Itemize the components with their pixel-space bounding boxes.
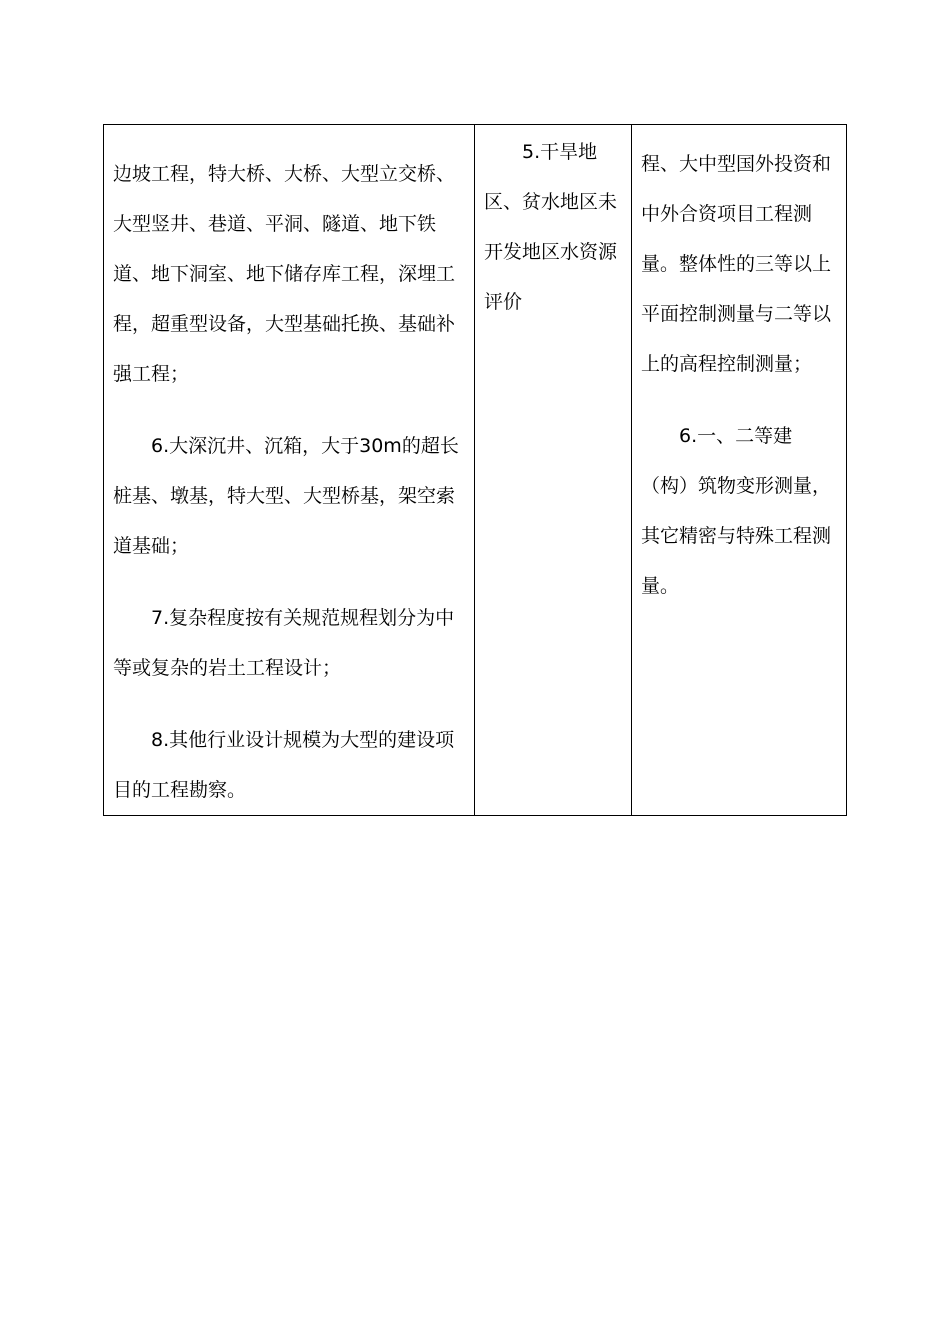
- paragraph: 程、大中型国外投资和中外合资项目工程测量。整体性的三等以上平面控制测量与二等以上的高程控制测量；: [641, 153, 832, 375]
- paragraph: 8.其他行业设计规模为大型的建设项目的工程勘察。: [113, 729, 455, 801]
- hydrogeology-cell: [475, 125, 632, 816]
- table-row: [104, 125, 847, 816]
- engineering-survey-cell: [104, 125, 475, 816]
- paragraph: 6.一、二等建（构）筑物变形测量，其它精密与特殊工程测量。: [641, 425, 832, 597]
- paragraph: 6.大深沉井、沉箱，大于30m的超长桩基、墩基，特大型、大型桥基，架空索道基础；: [113, 435, 459, 557]
- paragraph: 7.复杂程度按有关规范规程划分为中等或复杂的岩土工程设计；: [113, 607, 455, 679]
- requirements-table: [103, 124, 847, 816]
- paragraph: 5.干旱地区、贫水地区未开发地区水资源评价: [484, 141, 618, 313]
- paragraph: 边坡工程，特大桥、大桥、大型立交桥、大型竖井、巷道、平洞、隧道、地下铁道、地下洞室、地下储存库工程，深埋工程，超重型设备，大型基础托换、基础补强工程；: [113, 163, 456, 385]
- surveying-cell: [632, 125, 847, 816]
